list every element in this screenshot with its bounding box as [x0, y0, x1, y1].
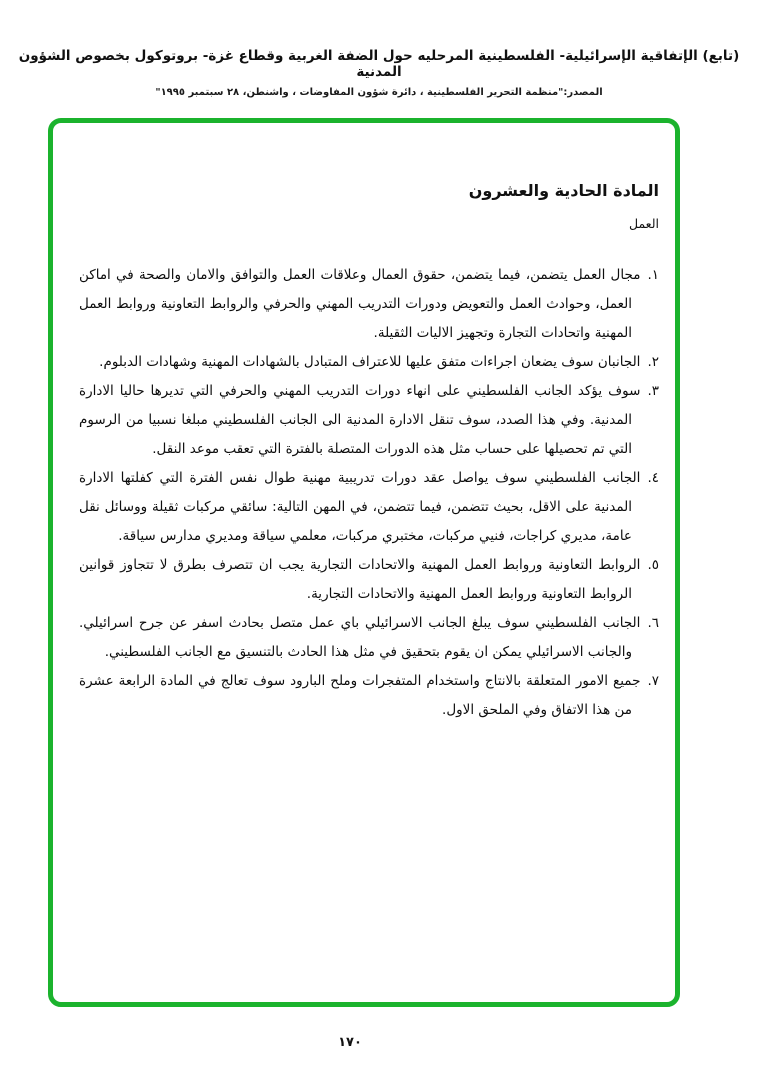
clause-number: ٤. — [647, 470, 659, 486]
clause-number: ٥. — [647, 557, 659, 573]
clause-item-2 — [79, 348, 659, 377]
clause-item-7 — [79, 667, 659, 725]
clause-text: الجانب الفلسطيني سوف يبلغ الجانب الاسرائيلي باي عمل متصل بحادث اسفر عن جرح اسرائيلي. والجانب الاسرائيلي يمكن ان يقوم بتحقيق في مثل هذا الحادث بالتنسيق مع الجانب الفلسطيني. — [79, 615, 641, 660]
clause-text: جميع الامور المتعلقة بالانتاج واستخدام المتفجرات وملح البارود سوف تعالج في المادة الرابعة عشرة من هذا الاتفاق وفي الملحق الاول. — [79, 673, 641, 718]
clause-text: مجال العمل يتضمن، فيما يتضمن، حقوق العمال وعلاقات العمل والتوافق والامان والصحة في اماكن العمل، وحوادث العمل والتعويض ودورات التدريب المهني والحرفي والروابط التعاونية وروابط العمل المهنية واتحادات التجارة وتجهيز الاليات الثقيلة. — [79, 267, 641, 341]
article-title: المادة الحادية والعشرون — [468, 181, 659, 200]
clause-item-5 — [79, 551, 659, 609]
clause-text: الجانبان سوف يضعان اجراءات متفق عليها للاعتراف المتبادل بالشهادات المهنية وشهادات الدبلوم. — [99, 354, 641, 370]
clause-number: ٣. — [647, 383, 659, 399]
clause-number: ١. — [647, 267, 659, 283]
clause-item-1 — [79, 261, 659, 348]
article-box — [48, 118, 680, 1007]
clause-number: ٢. — [647, 354, 659, 370]
page-number: ١٧٠ — [338, 1035, 362, 1050]
document-header-title: (تابع) الإتفاقية الإسرائيلية- الفلسطينية المرحليه حول الضفة الغربية وقطاع غزة- بروتوكول بخصوص الشؤون المدنية — [18, 48, 740, 80]
clause-item-4 — [79, 464, 659, 551]
clause-item-6 — [79, 609, 659, 667]
clause-number: ٦. — [647, 615, 659, 631]
clause-text: سوف يؤكد الجانب الفلسطيني على انهاء دورات التدريب المهني والحرفي التي تديرها حاليا الادارة المدنية. وفي هذا الصدد، سوف تنقل الادارة المدنية الى الجانب الفلسطيني مبلغا نسبيا من الرسوم التي تم تحصيلها على حساب مثل هذه الدورات المتصلة بالفترة التي تعقب موعد النقل. — [79, 383, 641, 457]
article-subtitle: العمل — [628, 216, 659, 231]
clause-number: ٧. — [647, 673, 659, 689]
document-header — [0, 0, 758, 98]
clause-text: الروابط التعاونية وروابط العمل المهنية والاتحادات التجارية يجب ان تتصرف بطرق لا تتجاوز قوانين الروابط التعاونية وروابط العمل المهنية والاتحادات التجارية. — [79, 557, 641, 602]
clause-text: الجانب الفلسطيني سوف يواصل عقد دورات تدريبية مهنية طوال نفس الفترة التي كفلتها الادارة المدنية على الاقل، بحيث تتضمن، فيما تتضمن، في المهن التالية: سائقي مركبات ثقيلة ووسائل نقل عامة، مديري كراجات، فنيي مركبات، مختبري مركبات، معلمي سياقة ومديري مدارس سياقة. — [79, 470, 641, 544]
clause-list — [79, 261, 659, 725]
clause-item-3 — [79, 377, 659, 464]
document-source-line: المصدر:"منظمة التحرير الفلسطينية ، دائرة شؤون المفاوضات ، واشنطن، ٢٨ سبتمبر ١٩٩٥" — [155, 87, 603, 98]
